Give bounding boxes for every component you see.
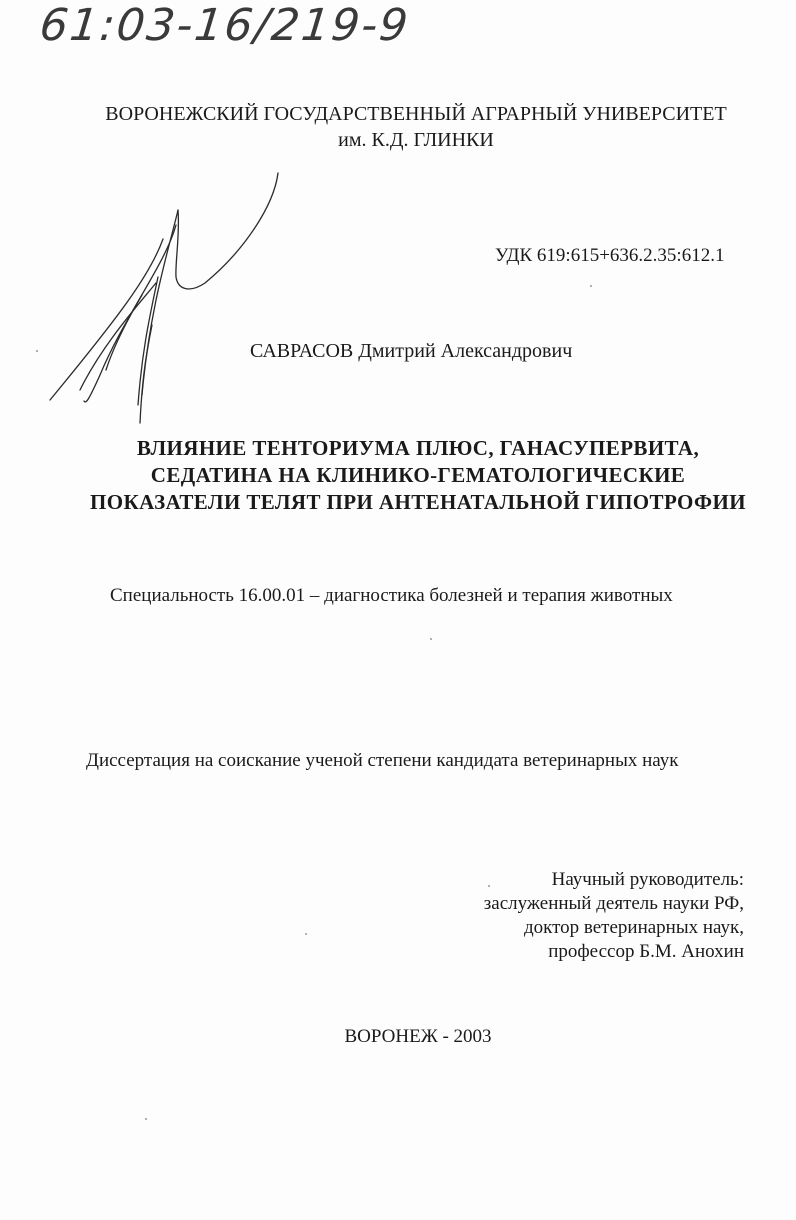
supervisor-line: Научный руководитель: xyxy=(551,869,744,890)
handwritten-signature xyxy=(30,165,290,435)
author-name: САВРАСОВ Дмитрий Александрович xyxy=(250,340,573,362)
dissertation-title-line: ВЛИЯНИЕ ТЕНТОРИУМА ПЛЮС, ГАНАСУПЕРВИТА, xyxy=(136,436,700,460)
dissertation-title-line: ПОКАЗАТЕЛИ ТЕЛЯТ ПРИ АНТЕНАТАЛЬНОЙ ГИПОТРОФИИ xyxy=(90,490,746,514)
scan-speck xyxy=(145,1118,147,1120)
scan-speck xyxy=(305,933,307,935)
city-year: ВОРОНЕЖ - 2003 xyxy=(344,1026,492,1047)
supervisor-line: доктор ветеринарных наук, xyxy=(523,917,744,938)
specialty-line: Специальность 16.00.01 – диагностика болезней и терапия животных xyxy=(110,585,673,606)
university-subtitle: им. К.Д. ГЛИНКИ xyxy=(338,129,494,151)
scan-speck xyxy=(430,638,432,640)
dissertation-degree-line: Диссертация на соискание ученой степени кандидата ветеринарных наук xyxy=(86,750,679,771)
scan-speck xyxy=(590,285,592,287)
scan-speck xyxy=(488,885,490,887)
archive-number-handwritten: 61:03-16/219-9 xyxy=(37,0,413,51)
supervisor-line: заслуженный деятель науки РФ, xyxy=(483,893,744,914)
supervisor-line: профессор Б.М. Анохин xyxy=(548,941,744,962)
udc-code: УДК 619:615+636.2.35:612.1 xyxy=(495,245,725,266)
scan-speck xyxy=(36,350,38,352)
dissertation-title-line: СЕДАТИНА НА КЛИНИКО-ГЕМАТОЛОГИЧЕСКИЕ xyxy=(150,463,686,487)
university-name: ВОРОНЕЖСКИЙ ГОСУДАРСТВЕННЫЙ АГРАРНЫЙ УНИВЕРСИТЕТ xyxy=(105,103,727,125)
